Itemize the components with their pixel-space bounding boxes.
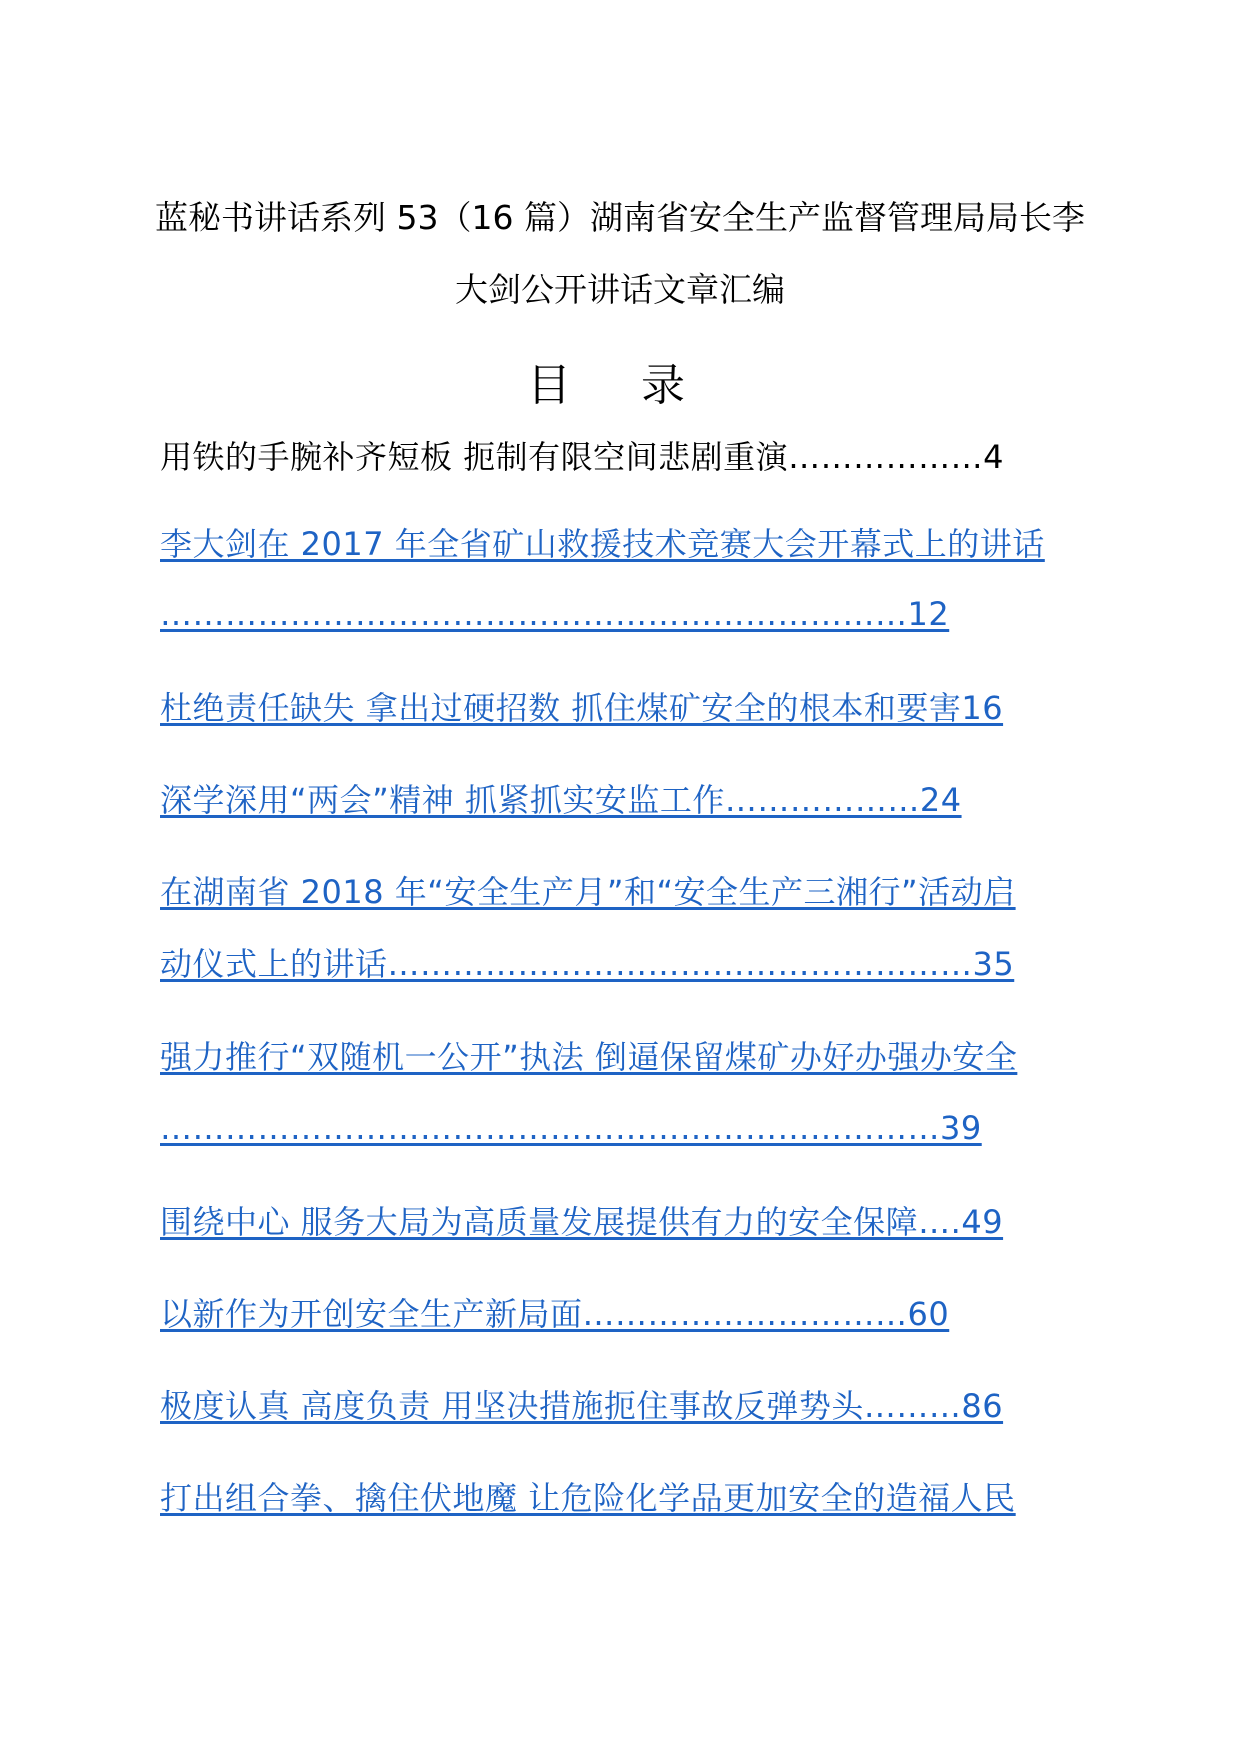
toc-entry-4[interactable]: 深学深用“两会”精神 抓紧抓实安监工作………………24 [160,781,962,819]
toc-entry-2[interactable]: 李大剑在 2017 年全省矿山救援技术竞赛大会开幕式上的讲话 [160,525,1045,563]
toc-heading: 目 录 [527,360,713,411]
document-title-line-1: 蓝秘书讲话系列 53（16 篇）湖南省安全生产监督管理局局长李 [155,198,1085,237]
toc-entry-3[interactable]: 杜绝责任缺失 拿出过硬招数 抓住煤矿安全的根本和要害16 [160,689,1004,727]
toc-entry-6-page[interactable]: ………………………………………………………………39 [160,1109,982,1147]
toc-entry-1: 用铁的手腕补齐短板 扼制有限空间悲剧重演………………4 [160,438,1005,476]
toc-entry-10[interactable]: 打出组合拳、擒住伏地魔 让危险化学品更加安全的造福人民 [160,1479,1016,1517]
toc-entry-2-page[interactable]: ……………………………………………………………12 [160,595,950,633]
toc-entry-5-page[interactable]: 动仪式上的讲话………………………………………………35 [160,945,1015,983]
toc-entry-9[interactable]: 极度认真 高度负责 用坚决措施扼住事故反弹势头………86 [160,1387,1004,1425]
toc-entry-8[interactable]: 以新作为开创安全生产新局面…………………………60 [160,1295,950,1333]
toc-entry-6[interactable]: 强力推行“双随机一公开”执法 倒逼保留煤矿办好办强办安全 [160,1038,1018,1076]
toc-entry-7[interactable]: 围绕中心 服务大局为高质量发展提供有力的安全保障….49 [160,1203,1004,1241]
document-title-line-2: 大剑公开讲话文章汇编 [455,270,785,309]
toc-entry-5[interactable]: 在湖南省 2018 年“安全生产月”和“安全生产三湘行”活动启 [160,873,1016,911]
